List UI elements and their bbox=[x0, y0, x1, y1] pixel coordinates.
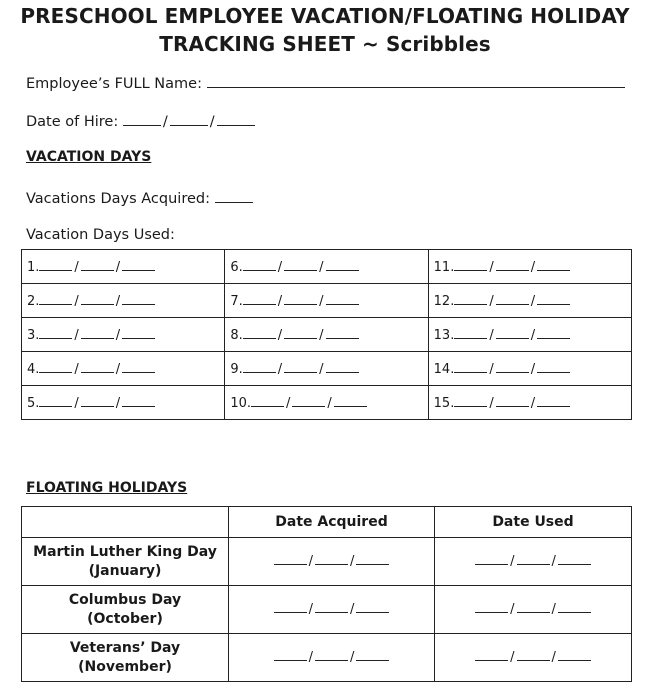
holiday-month: (October) bbox=[87, 610, 163, 627]
vacation-entry-cell: 5. / / bbox=[22, 386, 225, 420]
vacation-entry-cell: 11. / / bbox=[428, 250, 631, 284]
full-name-label: Employee’s FULL Name: bbox=[26, 76, 202, 92]
full-name-row bbox=[26, 73, 625, 92]
holiday-month: (November) bbox=[78, 658, 172, 675]
header-date-used: Date Used bbox=[435, 507, 632, 538]
vacation-days-used-label: Vacation Days Used: bbox=[26, 227, 175, 243]
entry-number: 11. bbox=[433, 260, 455, 275]
vacation-entry-cell: 13. / / bbox=[428, 318, 631, 352]
date-used-day-blank[interactable] bbox=[517, 600, 550, 613]
entry-number: 4. bbox=[27, 362, 40, 377]
vacation-entry-cell: 14. / / bbox=[428, 352, 631, 386]
vacation-entry-year-blank[interactable] bbox=[122, 394, 155, 407]
title-line-1: PRESCHOOL EMPLOYEE VACATION/FLOATING HOLIDAY bbox=[20, 4, 630, 28]
vacation-entry-day-blank[interactable] bbox=[81, 258, 114, 271]
date-used-cell: / / bbox=[435, 538, 632, 586]
vacation-entry-month-blank[interactable] bbox=[39, 394, 72, 407]
vacation-entry-year-blank[interactable] bbox=[537, 292, 570, 305]
vacation-days-table bbox=[21, 249, 632, 420]
vacation-entry-day-blank[interactable] bbox=[81, 292, 114, 305]
date-used-year-blank[interactable] bbox=[558, 600, 591, 613]
date-used-year-blank[interactable] bbox=[558, 648, 591, 661]
floating-holidays-table bbox=[21, 506, 632, 682]
vacation-entry-cell: 6. / / bbox=[225, 250, 428, 284]
date-used-month-blank[interactable] bbox=[475, 648, 508, 661]
date-used-cell: / / bbox=[435, 586, 632, 634]
vacation-entry-day-blank[interactable] bbox=[284, 326, 317, 339]
table-row bbox=[22, 318, 632, 352]
vacation-entry-cell: 9. / / bbox=[225, 352, 428, 386]
vacation-entry-year-blank[interactable] bbox=[537, 258, 570, 271]
vacations-acquired-row bbox=[26, 188, 253, 207]
date-acquired-day-blank[interactable] bbox=[315, 600, 348, 613]
entry-number: 14. bbox=[433, 362, 455, 377]
vacation-entry-year-blank[interactable] bbox=[334, 394, 367, 407]
vacation-entry-year-blank[interactable] bbox=[122, 360, 155, 373]
table-row bbox=[22, 634, 632, 682]
table-header-row bbox=[22, 507, 632, 538]
vacation-entry-day-blank[interactable] bbox=[292, 394, 325, 407]
date-acquired-year-blank[interactable] bbox=[356, 648, 389, 661]
vacation-entry-year-blank[interactable] bbox=[326, 258, 359, 271]
vacation-entry-month-blank[interactable] bbox=[39, 326, 72, 339]
date-acquired-day-blank[interactable] bbox=[315, 648, 348, 661]
vacation-entry-day-blank[interactable] bbox=[81, 394, 114, 407]
vacation-days-heading: VACATION DAYS bbox=[26, 149, 152, 165]
vacation-entry-year-blank[interactable] bbox=[122, 292, 155, 305]
date-of-hire-row: Date of Hire: / / bbox=[26, 111, 255, 130]
table-row bbox=[22, 586, 632, 634]
date-acquired-cell: / / bbox=[229, 586, 435, 634]
vacation-entry-day-blank[interactable] bbox=[284, 292, 317, 305]
entry-number: 15. bbox=[433, 396, 455, 411]
hire-day-field[interactable] bbox=[170, 111, 208, 126]
table-row bbox=[22, 284, 632, 318]
vacation-entry-year-blank[interactable] bbox=[326, 292, 359, 305]
date-acquired-month-blank[interactable] bbox=[274, 600, 307, 613]
vacation-entry-month-blank[interactable] bbox=[454, 326, 487, 339]
holiday-name: Columbus Day bbox=[68, 591, 182, 608]
holiday-name-cell bbox=[22, 538, 229, 586]
holiday-name: Veterans’ Day bbox=[69, 639, 181, 656]
entry-number: 10. bbox=[230, 396, 252, 411]
hire-year-field[interactable] bbox=[217, 111, 255, 126]
date-used-day-blank[interactable] bbox=[517, 552, 550, 565]
vacation-entry-year-blank[interactable] bbox=[537, 326, 570, 339]
vacation-entry-cell: 7. / / bbox=[225, 284, 428, 318]
vacation-entry-year-blank[interactable] bbox=[326, 326, 359, 339]
vacation-entry-month-blank[interactable] bbox=[39, 258, 72, 271]
vacation-entry-day-blank[interactable] bbox=[496, 360, 529, 373]
vacation-entry-month-blank[interactable] bbox=[39, 360, 72, 373]
date-acquired-day-blank[interactable] bbox=[315, 552, 348, 565]
vacation-entry-day-blank[interactable] bbox=[81, 360, 114, 373]
table-row bbox=[22, 538, 632, 586]
entry-number: 9. bbox=[230, 362, 243, 377]
vacation-entry-year-blank[interactable] bbox=[537, 360, 570, 373]
vacation-entry-month-blank[interactable] bbox=[454, 258, 487, 271]
table-row bbox=[22, 386, 632, 420]
vacation-entry-cell: 12. / / bbox=[428, 284, 631, 318]
vacation-entry-year-blank[interactable] bbox=[537, 394, 570, 407]
vacation-entry-month-blank[interactable] bbox=[454, 292, 487, 305]
vacation-entry-day-blank[interactable] bbox=[496, 326, 529, 339]
vacation-entry-month-blank[interactable] bbox=[243, 292, 276, 305]
date-acquired-cell: / / bbox=[229, 538, 435, 586]
vacations-acquired-field[interactable] bbox=[215, 188, 253, 203]
title-line-2: TRACKING SHEET ~ Scribbles bbox=[159, 32, 491, 56]
date-acquired-cell: / / bbox=[229, 634, 435, 682]
date-used-year-blank[interactable] bbox=[558, 552, 591, 565]
vacation-entry-month-blank[interactable] bbox=[243, 326, 276, 339]
vacations-acquired-label: Vacations Days Acquired: bbox=[26, 191, 210, 207]
entry-number: 1. bbox=[27, 260, 40, 275]
entry-number: 3. bbox=[27, 328, 40, 343]
date-acquired-year-blank[interactable] bbox=[356, 600, 389, 613]
date-used-month-blank[interactable] bbox=[475, 600, 508, 613]
date-acquired-year-blank[interactable] bbox=[356, 552, 389, 565]
entry-number: 7. bbox=[230, 294, 243, 309]
date-acquired-month-blank[interactable] bbox=[274, 552, 307, 565]
holiday-name-cell bbox=[22, 634, 229, 682]
holiday-name: Martin Luther King Day bbox=[33, 543, 217, 560]
table-row bbox=[22, 352, 632, 386]
entry-number: 12. bbox=[433, 294, 455, 309]
hire-month-field[interactable] bbox=[123, 111, 161, 126]
vacation-entry-cell: 1. / / bbox=[22, 250, 225, 284]
vacation-entry-month-blank[interactable] bbox=[243, 360, 276, 373]
vacation-entry-day-blank[interactable] bbox=[284, 258, 317, 271]
vacation-entry-year-blank[interactable] bbox=[122, 326, 155, 339]
vacation-entry-month-blank[interactable] bbox=[251, 394, 284, 407]
vacation-entry-cell: 4. / / bbox=[22, 352, 225, 386]
entry-number: 6. bbox=[230, 260, 243, 275]
vacation-entry-cell: 15. / / bbox=[428, 386, 631, 420]
header-holiday bbox=[22, 507, 229, 538]
vacation-entry-month-blank[interactable] bbox=[454, 394, 487, 407]
full-name-field[interactable] bbox=[207, 73, 625, 88]
holiday-month: (January) bbox=[88, 562, 162, 579]
header-date-acquired: Date Acquired bbox=[229, 507, 435, 538]
vacation-entry-cell: 3. / / bbox=[22, 318, 225, 352]
vacation-entry-day-blank[interactable] bbox=[496, 394, 529, 407]
table-row bbox=[22, 250, 632, 284]
vacation-entry-month-blank[interactable] bbox=[39, 292, 72, 305]
vacation-entry-month-blank[interactable] bbox=[243, 258, 276, 271]
page-title bbox=[0, 0, 650, 58]
vacation-entry-year-blank[interactable] bbox=[122, 258, 155, 271]
vacation-entry-day-blank[interactable] bbox=[81, 326, 114, 339]
date-used-month-blank[interactable] bbox=[475, 552, 508, 565]
vacation-entry-year-blank[interactable] bbox=[326, 360, 359, 373]
entry-number: 13. bbox=[433, 328, 455, 343]
date-used-cell: / / bbox=[435, 634, 632, 682]
vacation-entry-cell: 10. / / bbox=[225, 386, 428, 420]
vacation-entry-day-blank[interactable] bbox=[284, 360, 317, 373]
date-used-day-blank[interactable] bbox=[517, 648, 550, 661]
vacation-entry-day-blank[interactable] bbox=[496, 258, 529, 271]
entry-number: 8. bbox=[230, 328, 243, 343]
vacation-entry-cell: 2. / / bbox=[22, 284, 225, 318]
date-acquired-month-blank[interactable] bbox=[274, 648, 307, 661]
vacation-entry-day-blank[interactable] bbox=[496, 292, 529, 305]
date-of-hire-label: Date of Hire: bbox=[26, 114, 119, 130]
vacation-entry-cell: 8. / / bbox=[225, 318, 428, 352]
holiday-name-cell bbox=[22, 586, 229, 634]
floating-holidays-heading: FLOATING HOLIDAYS bbox=[26, 480, 188, 496]
entry-number: 5. bbox=[27, 396, 40, 411]
vacation-entry-month-blank[interactable] bbox=[454, 360, 487, 373]
entry-number: 2. bbox=[27, 294, 40, 309]
